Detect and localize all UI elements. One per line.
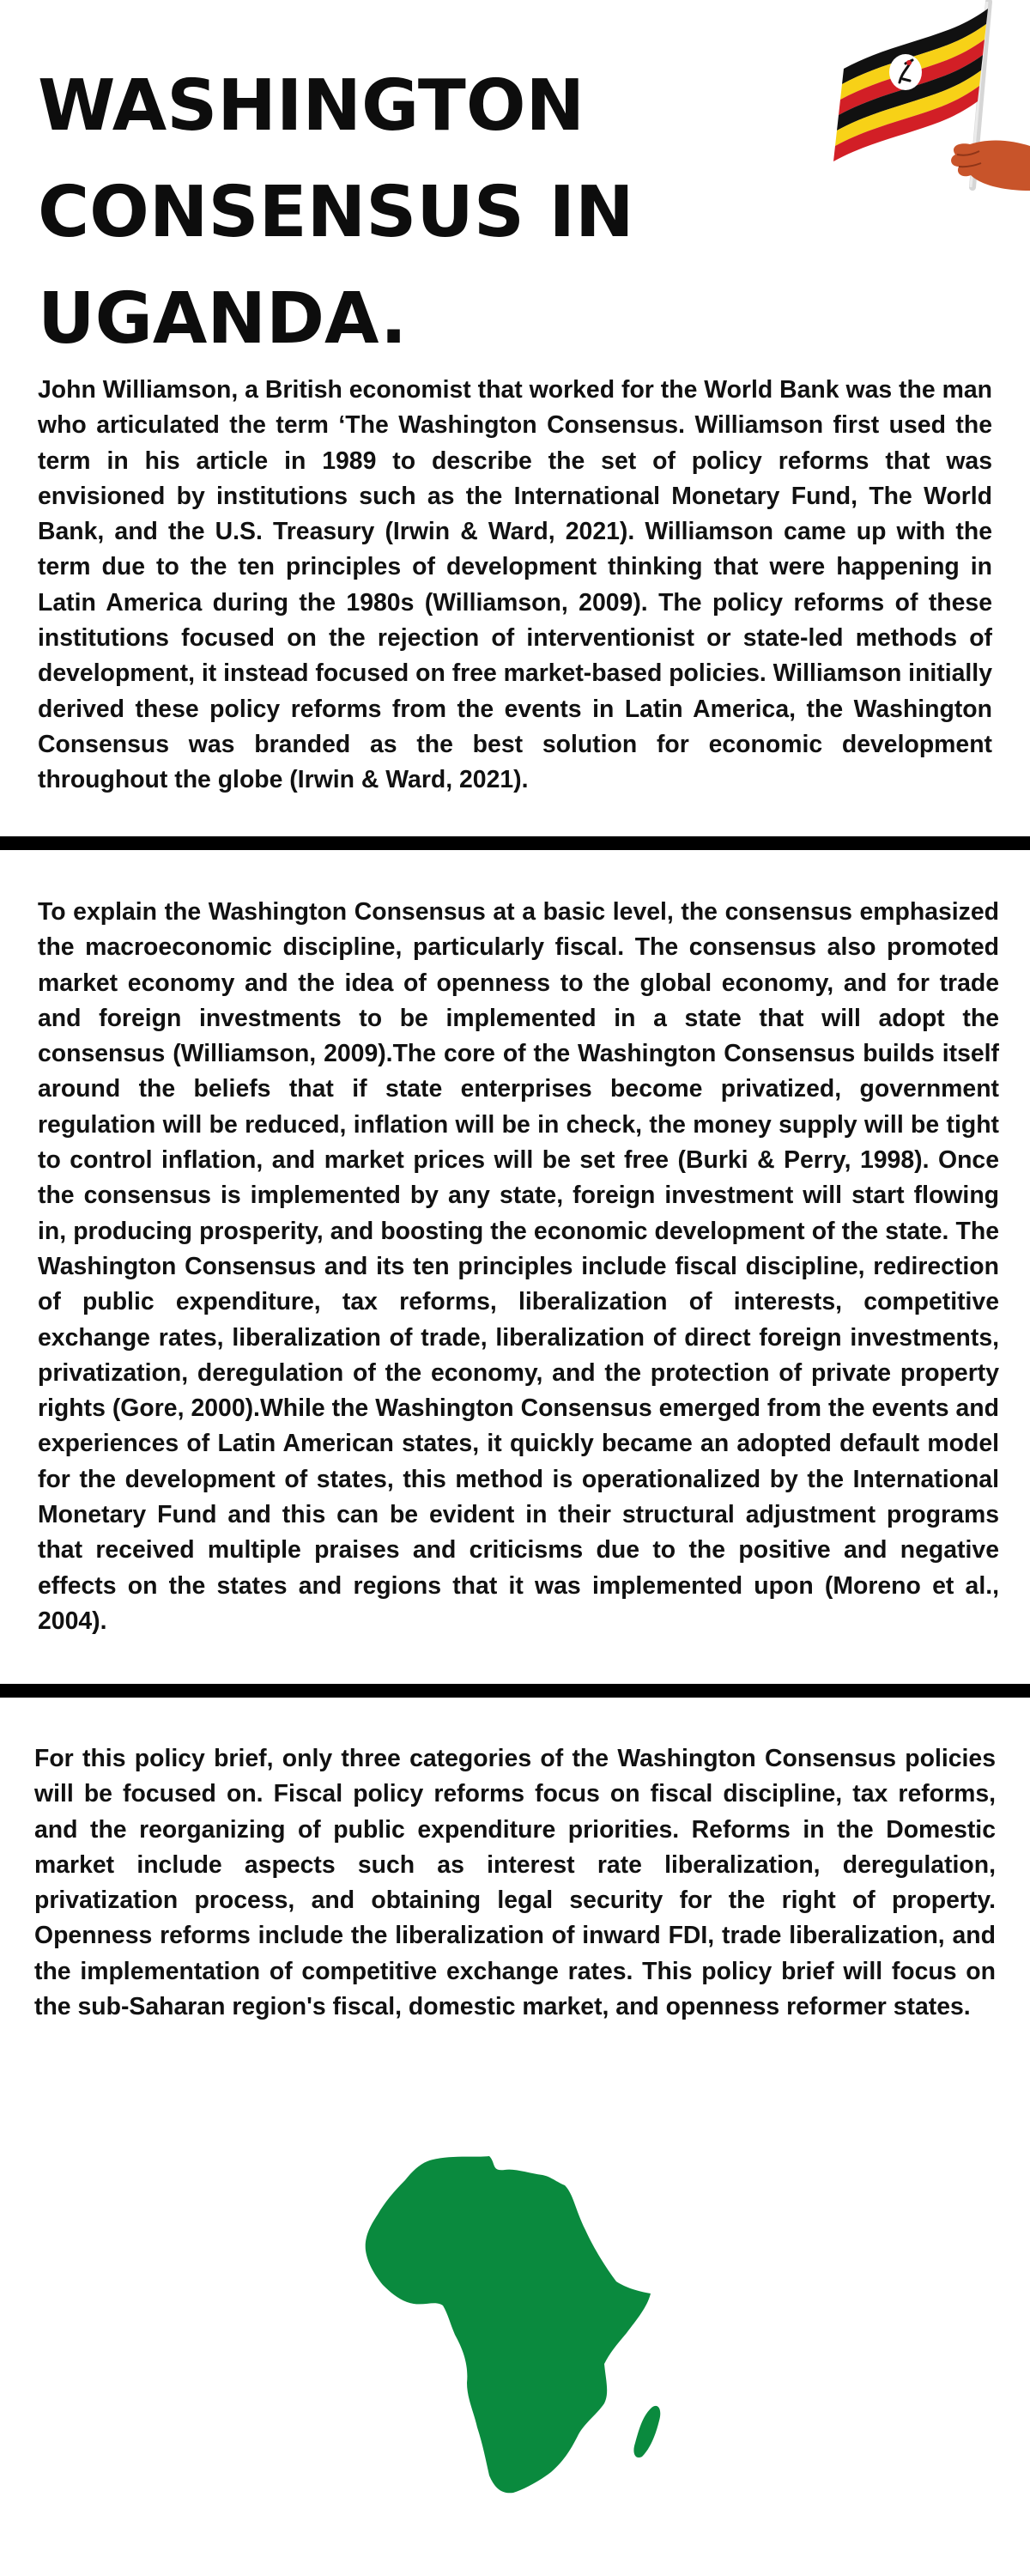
page-title — [38, 53, 862, 373]
intro-paragraph: John Williamson, a British economist that worked for the World Bank was the man who articulated the term ‘The Washington Consensus. Williamson first used the term in his article in 1989 to describe the set of policy reforms that was envisioned by institutions such as the International Monetary Fund, The World Bank, and the U.S. Treasury (Irwin & Ward, 2021). Williamson came up with the term due to the ten principles of development thinking that were happening in Latin America during the 1980s (Williamson, 2009). The policy reforms of these institutions focused on the rejection of interventionist or state-led methods of development, it instead focused on free market-based policies. Williamson initially derived these policy reforms from the events in Latin America, the Washington Consensus was branded as the best solution for economic development throughout the globe (Irwin & Ward, 2021). — [38, 376, 992, 794]
uganda-flag-icon — [820, 0, 1030, 202]
explanation-paragraph: To explain the Washington Consensus at a basic level, the consensus emphasized the macroeconomic discipline, particularly fiscal. The consensus also promoted market economy and the idea of openness to the global economy, and for trade and foreign investments to be implemented in a state that will adopt the consensus (Williamson, 2009).The core of the Washington Consensus builds itself around the beliefs that if state enterprises become privatized, government regulation will be reduced, inflation will be in check, the money supply will be tight to control inflation, and market prices will be set free (Burki & Perry, 1998). Once the consensus is implemented by any state, foreign investment will start flowing in, producing prosperity, and boosting the economic development of the state. The Washington Consensus and its ten principles include fiscal discipline, redirection of public expenditure, tax reforms, liberalization of interests, competitive exchange rates, liberalization of trade, liberalization of direct foreign investments, privatization, deregulation of the economy, and the protection of private property rights (Gore, 2000).While the Washington Consensus emerged from the events and experiences of Latin American states, it quickly became an adopted default model for the development of states, this method is operationalized by the International Monetary Fund and this can be evident in their structural adjustment programs that received multiple praises and criticisms due to the positive and negative effects on the states and regions that it was implemented upon (Moreno et al., 2004). — [38, 898, 999, 1635]
section-divider — [0, 836, 1030, 850]
title-line-1: WASHINGTON — [38, 65, 585, 147]
title-line-2: CONSENSUS IN UGANDA. — [38, 172, 634, 360]
section-divider — [0, 1684, 1030, 1698]
policy-focus-paragraph: For this policy brief, only three categories of the Washington Consensus policies will be focused on. Fiscal policy reforms focus on fiscal discipline, tax reforms, and the reorganizing of public expenditure priorities. Reforms in the Domestic market include aspects such as interest rate liberalization, deregulation, privatization process, and obtaining legal security for the right of property. Openness reforms include the liberalization of inward FDI, trade liberalization, and the implementation of competitive exchange rates. This policy brief will focus on the sub-Saharan region's fiscal, domestic market, and openness reformer states. — [34, 1745, 996, 2021]
africa-map-icon — [360, 2151, 670, 2512]
